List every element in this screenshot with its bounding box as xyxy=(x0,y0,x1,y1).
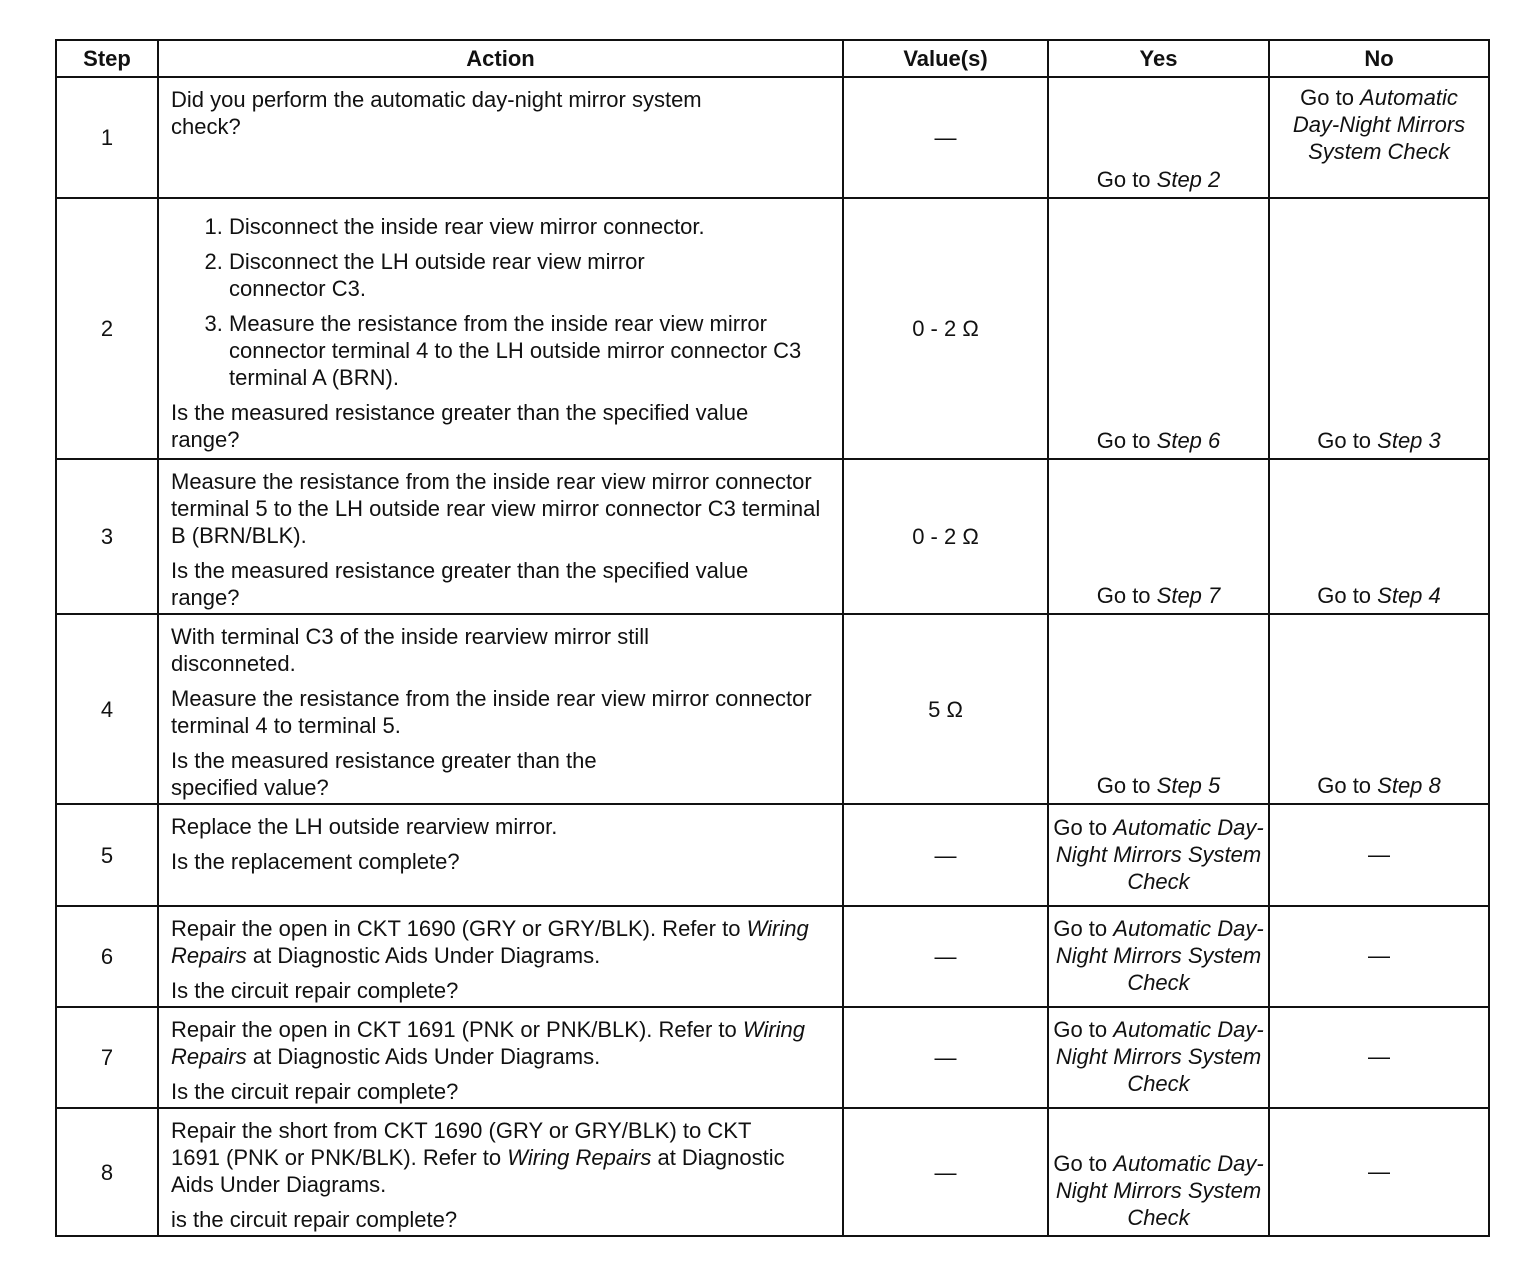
yes-cell xyxy=(1048,459,1269,614)
yes-cell xyxy=(1048,804,1269,906)
step-number: 2 xyxy=(56,198,158,459)
value-cell: — xyxy=(843,906,1048,1007)
value-cell: — xyxy=(843,1007,1048,1108)
action-text-part: Repair the open in CKT 1691 (PNK or PNK/BLK). Refer to xyxy=(171,1017,743,1042)
yes-prefix: Go to xyxy=(1096,428,1157,453)
action-text xyxy=(171,1117,832,1198)
action-question: Is the measured resistance greater than the specified value? xyxy=(171,748,597,800)
action-cell xyxy=(158,77,843,198)
value-cell: — xyxy=(843,77,1048,198)
action-cell xyxy=(158,459,843,614)
yes-prefix: Go to xyxy=(1096,773,1157,798)
yes-target: Automatic Day-Night Mirrors System Check xyxy=(1055,814,1264,894)
value-cell: 0 - 2 Ω xyxy=(843,459,1048,614)
action-cell xyxy=(158,614,843,804)
action-question: Is the measured resistance greater than the specified value range? xyxy=(171,558,749,610)
header-row xyxy=(56,40,1489,77)
no-cell: — xyxy=(1269,906,1489,1007)
action-cell xyxy=(158,1108,843,1236)
action-text-part: at Diagnostic Aids Under Diagrams. xyxy=(171,1145,785,1197)
action-text-part: at Diagnostic Aids Under Diagrams. xyxy=(246,943,601,968)
no-prefix: Go to xyxy=(1317,583,1378,608)
action-cell xyxy=(158,1007,843,1108)
value-cell: 5 Ω xyxy=(843,614,1048,804)
yes-cell xyxy=(1048,906,1269,1007)
header-action: Action xyxy=(158,40,843,77)
yes-target: Automatic Day-Night Mirrors System Check xyxy=(1055,1017,1264,1096)
action-text: Measure the resistance from the inside rear view mirror connector terminal 5 to the LH outside rear view mirror connector C3 terminal B (BRN/BLK). xyxy=(171,469,821,548)
no-cell xyxy=(1269,198,1489,459)
substep-item: 3. Measure the resistance from the inside rear view mirror connector terminal 4 to the LH outside mirror connector C3 terminal A (BRN). xyxy=(229,310,832,391)
yes-target: Step 2 xyxy=(1156,167,1221,192)
action-question: Is the measured resistance greater than the specified value range? xyxy=(171,400,749,452)
value-cell: 0 - 2 Ω xyxy=(843,198,1048,459)
table-row xyxy=(56,906,1489,1007)
yes-target: Automatic Day-Night Mirrors System Check xyxy=(1055,1151,1264,1230)
substep-list xyxy=(171,213,832,391)
table-row xyxy=(56,1007,1489,1108)
action-question: Is the replacement complete? xyxy=(171,849,460,874)
no-cell: — xyxy=(1269,804,1489,906)
header-yes: Yes xyxy=(1048,40,1269,77)
no-prefix: Go to xyxy=(1317,428,1378,453)
step-number: 7 xyxy=(56,1007,158,1108)
table-row xyxy=(56,77,1489,198)
yes-prefix: Go to xyxy=(1053,1017,1114,1042)
header-no: No xyxy=(1269,40,1489,77)
substep-item: 2. Disconnect the LH outside rear view mirror connector C3. xyxy=(229,248,832,302)
action-text: Replace the LH outside rearview mirror. xyxy=(171,814,558,839)
action-text xyxy=(171,915,832,969)
wiring-repairs-ref: Wiring Repairs xyxy=(507,1145,652,1170)
header-values: Value(s) xyxy=(843,40,1048,77)
table-row xyxy=(56,804,1489,906)
table-row xyxy=(56,1108,1489,1236)
yes-target: Step 5 xyxy=(1156,773,1221,798)
no-target: Automatic Day-Night Mirrors System Check xyxy=(1292,85,1466,164)
no-target: Step 3 xyxy=(1377,428,1441,453)
action-text-part: Repair the open in CKT 1690 (GRY or GRY/BLK). Refer to xyxy=(171,916,747,941)
action-text: Measure the resistance from the inside rear view mirror connector terminal 4 to terminal 5. xyxy=(171,686,812,738)
no-cell xyxy=(1269,459,1489,614)
substep-item: 1. Disconnect the inside rear view mirror connector. xyxy=(229,213,832,240)
action-cell xyxy=(158,906,843,1007)
wiring-repairs-ref: Wiring Repairs xyxy=(171,1017,806,1069)
no-prefix: Go to xyxy=(1317,773,1378,798)
table-row xyxy=(56,459,1489,614)
no-prefix: Go to xyxy=(1300,85,1361,110)
header-step: Step xyxy=(56,40,158,77)
yes-target: Step 7 xyxy=(1156,583,1221,608)
action-text xyxy=(171,1016,832,1070)
action-question: Is the circuit repair complete? xyxy=(171,1079,459,1104)
wiring-repairs-ref: Wiring Repairs xyxy=(171,916,809,968)
no-cell: — xyxy=(1269,1007,1489,1108)
yes-target: Automatic Day-Night Mirrors System Check xyxy=(1055,916,1264,995)
step-number: 1 xyxy=(56,77,158,198)
diagnostic-table xyxy=(55,39,1490,1237)
no-cell: — xyxy=(1269,1108,1489,1236)
yes-cell xyxy=(1048,77,1269,198)
action-text: With terminal C3 of the inside rearview mirror still disconneted. xyxy=(171,624,650,676)
action-text-part: at Diagnostic Aids Under Diagrams. xyxy=(246,1044,601,1069)
yes-prefix: Go to xyxy=(1053,916,1114,941)
action-cell xyxy=(158,198,843,459)
action-text-part: Repair the short from CKT 1690 (GRY or GRY/BLK) to CKT 1691 (PNK or PNK/BLK). Refer to xyxy=(171,1118,751,1170)
step-number: 4 xyxy=(56,614,158,804)
step-number: 6 xyxy=(56,906,158,1007)
table-row xyxy=(56,614,1489,804)
yes-cell xyxy=(1048,1108,1269,1236)
step-number: 3 xyxy=(56,459,158,614)
yes-cell xyxy=(1048,614,1269,804)
no-target: Step 4 xyxy=(1377,583,1441,608)
value-cell: — xyxy=(843,804,1048,906)
action-cell xyxy=(158,804,843,906)
yes-cell xyxy=(1048,198,1269,459)
yes-prefix: Go to xyxy=(1053,1151,1114,1176)
table-row xyxy=(56,198,1489,459)
action-text: Did you perform the automatic day-night mirror system check? xyxy=(171,87,702,139)
value-cell: — xyxy=(843,1108,1048,1236)
yes-target: Step 6 xyxy=(1156,428,1221,453)
yes-cell xyxy=(1048,1007,1269,1108)
step-number: 5 xyxy=(56,804,158,906)
no-target: Step 8 xyxy=(1377,773,1441,798)
no-cell xyxy=(1269,77,1489,198)
yes-prefix: Go to xyxy=(1096,583,1157,608)
action-question: is the circuit repair complete? xyxy=(171,1207,458,1232)
yes-prefix: Go to xyxy=(1096,167,1157,192)
no-cell xyxy=(1269,614,1489,804)
yes-prefix: Go to xyxy=(1053,814,1114,840)
step-number: 8 xyxy=(56,1108,158,1236)
action-question: Is the circuit repair complete? xyxy=(171,978,459,1003)
